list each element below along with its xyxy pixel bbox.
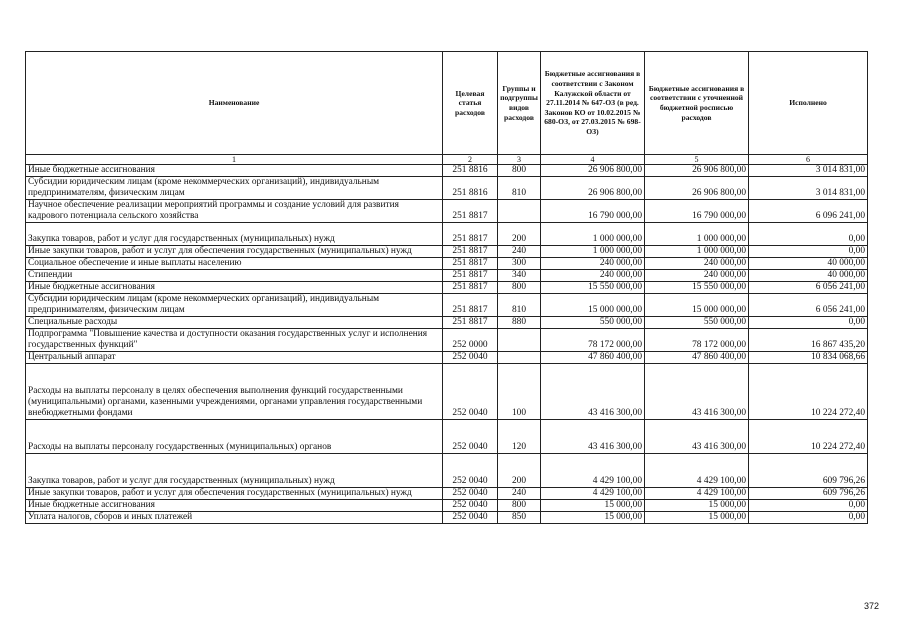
row-target-code: 251 8816 bbox=[443, 177, 498, 200]
row-group-code: 850 bbox=[498, 512, 541, 524]
row-name: Подпрограмма "Повышение качества и доступности оказания государственных услуг и исполнения государственных функций" bbox=[26, 329, 443, 352]
row-executed-amount: 6 056 241,00 bbox=[749, 294, 868, 317]
row-law-amount: 550 000,00 bbox=[541, 317, 645, 329]
table-row bbox=[26, 246, 868, 258]
row-executed-amount: 40 000,00 bbox=[749, 258, 868, 270]
table-row bbox=[26, 165, 868, 177]
header-row bbox=[26, 52, 868, 155]
row-revised-amount: 15 000,00 bbox=[645, 512, 749, 524]
row-target-code: 252 0040 bbox=[443, 454, 498, 488]
row-revised-amount: 240 000,00 bbox=[645, 270, 749, 282]
row-revised-amount: 16 790 000,00 bbox=[645, 200, 749, 223]
row-name: Иные закупки товаров, работ и услуг для обеспечения государственных (муниципальных) нужд bbox=[26, 488, 443, 500]
row-law-amount: 78 172 000,00 bbox=[541, 329, 645, 352]
row-law-amount: 240 000,00 bbox=[541, 270, 645, 282]
row-target-code: 252 0040 bbox=[443, 500, 498, 512]
row-law-amount: 1 000 000,00 bbox=[541, 246, 645, 258]
row-group-code: 300 bbox=[498, 258, 541, 270]
row-target-code: 252 0040 bbox=[443, 488, 498, 500]
row-name: Иные закупки товаров, работ и услуг для обеспечения государственных (муниципальных) нужд bbox=[26, 246, 443, 258]
row-target-code: 251 8817 bbox=[443, 270, 498, 282]
row-group-code: 200 bbox=[498, 454, 541, 488]
header-target: Целевая статья расходов bbox=[443, 52, 498, 155]
row-target-code: 252 0040 bbox=[443, 512, 498, 524]
row-executed-amount: 609 796,26 bbox=[749, 454, 868, 488]
row-executed-amount: 0,00 bbox=[749, 512, 868, 524]
row-law-amount: 47 860 400,00 bbox=[541, 352, 645, 364]
row-law-amount: 16 790 000,00 bbox=[541, 200, 645, 223]
row-group-code: 340 bbox=[498, 270, 541, 282]
table-row bbox=[26, 488, 868, 500]
row-revised-amount: 1 000 000,00 bbox=[645, 246, 749, 258]
row-group-code bbox=[498, 329, 541, 352]
row-target-code: 251 8817 bbox=[443, 317, 498, 329]
row-target-code: 252 0040 bbox=[443, 364, 498, 420]
table-row bbox=[26, 454, 868, 488]
row-target-code: 252 0000 bbox=[443, 329, 498, 352]
row-name: Закупка товаров, работ и услуг для государственных (муниципальных) нужд bbox=[26, 223, 443, 246]
header-group: Группы и подгруппы видов расходов bbox=[498, 52, 541, 155]
table-row bbox=[26, 329, 868, 352]
row-revised-amount: 15 550 000,00 bbox=[645, 282, 749, 294]
row-target-code: 251 8817 bbox=[443, 258, 498, 270]
row-target-code: 252 0040 bbox=[443, 420, 498, 454]
column-number: 5 bbox=[645, 155, 749, 165]
row-executed-amount: 609 796,26 bbox=[749, 488, 868, 500]
header-revised: Бюджетные ассигнования в соответствии с уточненной бюджетной росписью расходов bbox=[645, 52, 749, 155]
row-law-amount: 43 416 300,00 bbox=[541, 420, 645, 454]
row-law-amount: 15 000 000,00 bbox=[541, 294, 645, 317]
row-executed-amount: 40 000,00 bbox=[749, 270, 868, 282]
column-number: 1 bbox=[26, 155, 443, 165]
row-revised-amount: 43 416 300,00 bbox=[645, 420, 749, 454]
table-row bbox=[26, 200, 868, 223]
row-name: Специальные расходы bbox=[26, 317, 443, 329]
row-revised-amount: 26 906 800,00 bbox=[645, 165, 749, 177]
row-revised-amount: 43 416 300,00 bbox=[645, 364, 749, 420]
row-target-code: 251 8816 bbox=[443, 165, 498, 177]
row-name: Социальное обеспечение и иные выплаты населению bbox=[26, 258, 443, 270]
table-row bbox=[26, 317, 868, 329]
column-number: 3 bbox=[498, 155, 541, 165]
row-group-code bbox=[498, 352, 541, 364]
row-group-code: 880 bbox=[498, 317, 541, 329]
row-executed-amount: 16 867 435,20 bbox=[749, 329, 868, 352]
row-group-code: 120 bbox=[498, 420, 541, 454]
row-name: Иные бюджетные ассигнования bbox=[26, 282, 443, 294]
row-revised-amount: 550 000,00 bbox=[645, 317, 749, 329]
row-law-amount: 43 416 300,00 bbox=[541, 364, 645, 420]
header-name: Наименование bbox=[26, 52, 443, 155]
table-row bbox=[26, 177, 868, 200]
row-group-code: 810 bbox=[498, 294, 541, 317]
row-executed-amount: 0,00 bbox=[749, 246, 868, 258]
row-revised-amount: 4 429 100,00 bbox=[645, 454, 749, 488]
row-target-code: 251 8817 bbox=[443, 294, 498, 317]
row-law-amount: 4 429 100,00 bbox=[541, 454, 645, 488]
page-number: 372 bbox=[863, 601, 879, 611]
row-name: Стипендии bbox=[26, 270, 443, 282]
row-executed-amount: 3 014 831,00 bbox=[749, 165, 868, 177]
header-executed: Исполнено bbox=[749, 52, 868, 155]
row-executed-amount: 10 224 272,40 bbox=[749, 364, 868, 420]
row-law-amount: 4 429 100,00 bbox=[541, 488, 645, 500]
column-number: 4 bbox=[541, 155, 645, 165]
row-name: Субсидии юридическим лицам (кроме некоммерческих организаций), индивидуальным предпринимателям, физическим лицам bbox=[26, 294, 443, 317]
row-executed-amount: 10 834 068,66 bbox=[749, 352, 868, 364]
header-law: Бюджетные ассигнования в соответствии с Законом Калужской области от 27.11.2014 № 647-ОЗ (в ред. Законов КО от 10.02.2015 № 680-ОЗ, от 27.03.2015 № 698-ОЗ) bbox=[541, 52, 645, 155]
row-executed-amount: 3 014 831,00 bbox=[749, 177, 868, 200]
row-target-code: 251 8817 bbox=[443, 282, 498, 294]
row-executed-amount: 0,00 bbox=[749, 500, 868, 512]
row-law-amount: 26 906 800,00 bbox=[541, 177, 645, 200]
row-name: Центральный аппарат bbox=[26, 352, 443, 364]
row-law-amount: 15 000,00 bbox=[541, 500, 645, 512]
row-group-code: 810 bbox=[498, 177, 541, 200]
row-group-code: 240 bbox=[498, 246, 541, 258]
row-executed-amount: 0,00 bbox=[749, 223, 868, 246]
row-revised-amount: 47 860 400,00 bbox=[645, 352, 749, 364]
row-target-code: 252 0040 bbox=[443, 352, 498, 364]
row-revised-amount: 15 000,00 bbox=[645, 500, 749, 512]
table-row bbox=[26, 223, 868, 246]
row-law-amount: 26 906 800,00 bbox=[541, 165, 645, 177]
budget-table bbox=[25, 51, 868, 524]
row-revised-amount: 1 000 000,00 bbox=[645, 223, 749, 246]
row-law-amount: 240 000,00 bbox=[541, 258, 645, 270]
row-executed-amount: 10 224 272,40 bbox=[749, 420, 868, 454]
column-number: 2 bbox=[443, 155, 498, 165]
row-revised-amount: 4 429 100,00 bbox=[645, 488, 749, 500]
row-name: Закупка товаров, работ и услуг для государственных (муниципальных) нужд bbox=[26, 454, 443, 488]
row-name: Иные бюджетные ассигнования bbox=[26, 500, 443, 512]
row-name: Расходы на выплаты персоналу в целях обеспечения выполнения функций государственными (муниципальными) органами, казенными учреждениями, органами управления государственными внебюджетными фондами bbox=[26, 364, 443, 420]
row-revised-amount: 240 000,00 bbox=[645, 258, 749, 270]
row-name: Расходы на выплаты персоналу государственных (муниципальных) органов bbox=[26, 420, 443, 454]
row-target-code: 251 8817 bbox=[443, 200, 498, 223]
row-name: Уплата налогов, сборов и иных платежей bbox=[26, 512, 443, 524]
row-group-code: 240 bbox=[498, 488, 541, 500]
table-row bbox=[26, 270, 868, 282]
row-revised-amount: 78 172 000,00 bbox=[645, 329, 749, 352]
row-law-amount: 15 550 000,00 bbox=[541, 282, 645, 294]
row-name: Научное обеспечение реализации мероприятий программы и создание условий для развития кадрового потенциала сельского хозяйства bbox=[26, 200, 443, 223]
row-group-code: 800 bbox=[498, 500, 541, 512]
row-target-code: 251 8817 bbox=[443, 223, 498, 246]
table-row bbox=[26, 352, 868, 364]
row-name: Субсидии юридическим лицам (кроме некоммерческих организаций), индивидуальным предпринимателям, физическим лицам bbox=[26, 177, 443, 200]
row-executed-amount: 6 056 241,00 bbox=[749, 282, 868, 294]
row-law-amount: 15 000,00 bbox=[541, 512, 645, 524]
row-revised-amount: 26 906 800,00 bbox=[645, 177, 749, 200]
table-row bbox=[26, 294, 868, 317]
table-row bbox=[26, 258, 868, 270]
column-number: 6 bbox=[749, 155, 868, 165]
row-executed-amount: 6 096 241,00 bbox=[749, 200, 868, 223]
row-group-code: 200 bbox=[498, 223, 541, 246]
row-name: Иные бюджетные ассигнования bbox=[26, 165, 443, 177]
row-executed-amount: 0,00 bbox=[749, 317, 868, 329]
row-revised-amount: 15 000 000,00 bbox=[645, 294, 749, 317]
table-row bbox=[26, 364, 868, 420]
row-group-code: 100 bbox=[498, 364, 541, 420]
table-row bbox=[26, 420, 868, 454]
table-row bbox=[26, 282, 868, 294]
row-group-code bbox=[498, 200, 541, 223]
row-law-amount: 1 000 000,00 bbox=[541, 223, 645, 246]
table-row bbox=[26, 500, 868, 512]
row-group-code: 800 bbox=[498, 282, 541, 294]
row-group-code: 800 bbox=[498, 165, 541, 177]
row-target-code: 251 8817 bbox=[443, 246, 498, 258]
table-row bbox=[26, 512, 868, 524]
column-number-row bbox=[26, 155, 868, 165]
